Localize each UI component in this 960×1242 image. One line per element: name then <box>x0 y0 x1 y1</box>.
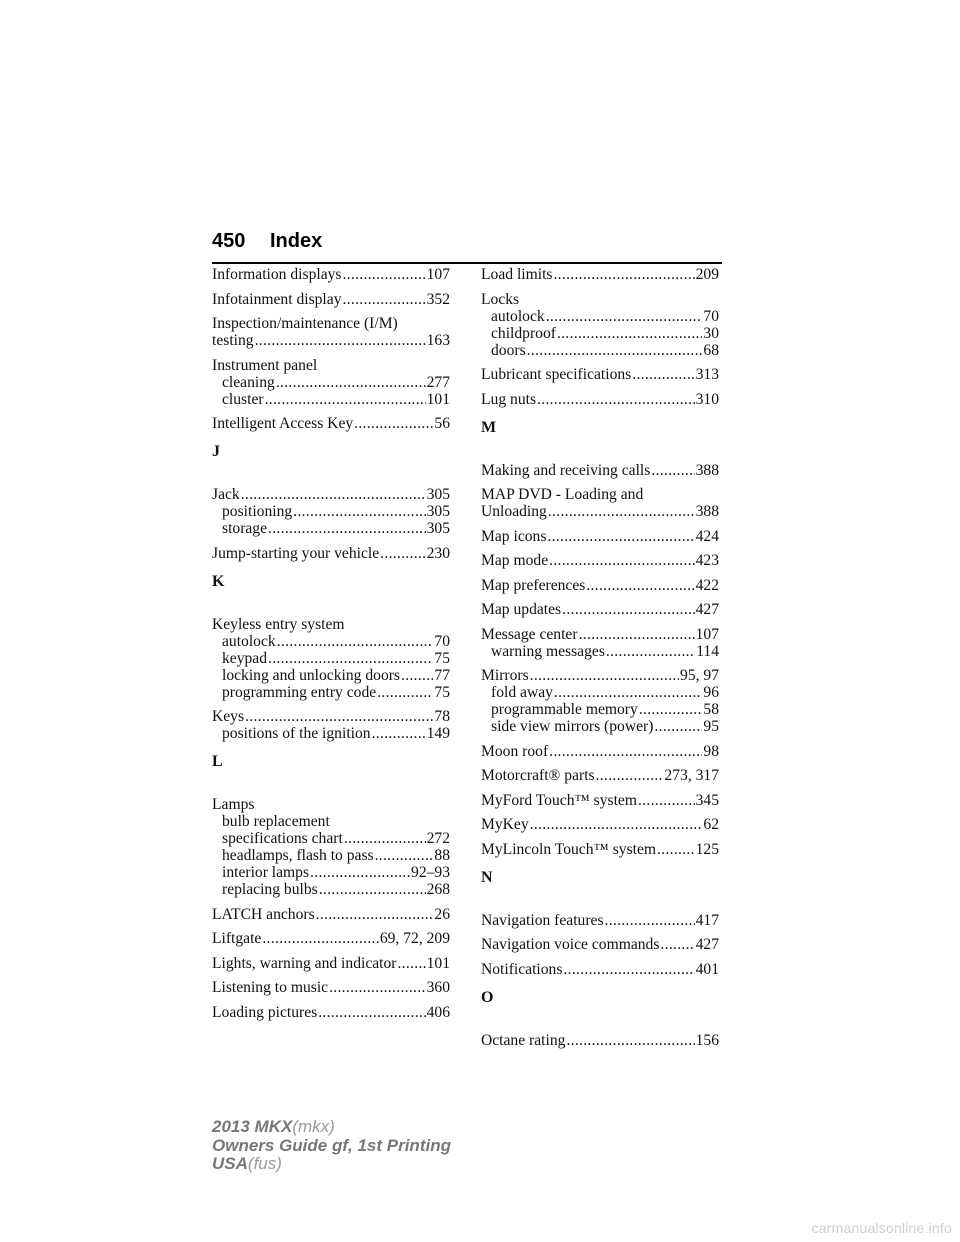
entry-term: Unloading <box>481 503 547 520</box>
index-entry-line[interactable] <box>212 415 450 432</box>
index-entry <box>481 912 719 929</box>
entry-term: Map preferences <box>481 576 586 594</box>
index-entry <box>481 528 719 545</box>
index-entry <box>481 577 719 594</box>
entry-term: cleaning <box>222 373 275 391</box>
entry-term: Load limits <box>481 266 553 283</box>
dot-leader <box>344 830 426 847</box>
entry-page-ref[interactable]: 95 <box>703 718 719 735</box>
index-section-letter: O <box>481 988 494 1006</box>
index-subentry[interactable] <box>212 650 450 667</box>
index-entry-line[interactable] <box>481 936 719 953</box>
index-subentry[interactable] <box>212 503 450 520</box>
entry-page-ref[interactable]: 95, 97 <box>680 667 719 684</box>
index-entry <box>481 486 719 520</box>
entry-page-ref[interactable]: 352 <box>426 290 450 308</box>
index-entry-line[interactable] <box>212 979 450 996</box>
entry-term: autolock <box>491 307 545 325</box>
dot-leader <box>553 266 694 283</box>
entry-term: Listening to music <box>212 979 329 996</box>
entry-term: autolock <box>222 632 276 650</box>
dot-leader <box>268 650 433 667</box>
entry-term: Jump-starting your vehicle <box>212 544 380 562</box>
entry-page-ref[interactable]: 56 <box>434 415 450 432</box>
dot-leader <box>660 936 694 953</box>
entry-page-ref[interactable]: 273, 317 <box>664 767 719 784</box>
entry-page-ref[interactable]: 75 <box>434 649 450 667</box>
index-entry-line[interactable] <box>481 462 719 479</box>
index-entry <box>481 743 719 760</box>
index-entry <box>481 841 719 858</box>
entry-term: Lights, warning and indicator <box>212 954 397 972</box>
index-subentry[interactable] <box>212 374 450 391</box>
entry-term: Keys <box>212 708 245 725</box>
entry-term: locking and unlocking doors <box>222 666 401 684</box>
index-subentry[interactable] <box>212 684 450 701</box>
dot-leader <box>579 626 695 643</box>
page-footer <box>212 1118 451 1174</box>
dot-leader <box>605 912 695 929</box>
index-entry-line[interactable] <box>481 1032 719 1049</box>
entry-page-ref[interactable]: 360 <box>426 979 450 996</box>
footer-model-line <box>212 1118 451 1137</box>
index-entry-line[interactable] <box>212 906 450 923</box>
dot-leader <box>554 684 702 701</box>
index-subentry[interactable] <box>212 520 450 537</box>
dot-leader <box>329 979 426 996</box>
index-subentry[interactable] <box>212 864 450 881</box>
index-heading: Keyless entry system <box>212 615 345 633</box>
entry-term: Navigation voice commands <box>481 936 660 953</box>
dot-leader <box>319 881 426 898</box>
entry-term: Notifications <box>481 960 563 978</box>
dot-leader <box>277 633 434 650</box>
entry-page-ref[interactable]: 422 <box>695 576 719 594</box>
index-entry <box>212 486 450 537</box>
index-entry-line[interactable] <box>481 266 719 283</box>
dot-leader <box>354 415 433 432</box>
index-entry-line[interactable] <box>212 708 450 725</box>
index-entry-line[interactable] <box>212 1004 450 1021</box>
entry-term: MyFord Touch™ system <box>481 791 637 809</box>
index-entry-line[interactable] <box>481 961 719 978</box>
index-entry <box>212 291 450 308</box>
index-entry <box>481 936 719 953</box>
index-entry-line[interactable] <box>481 912 719 929</box>
index-entry <box>481 626 719 660</box>
index-entry <box>212 415 450 432</box>
entry-page-ref[interactable]: 114 <box>696 642 719 660</box>
entry-term: keypad <box>222 649 268 667</box>
dot-leader <box>262 930 378 947</box>
index-section-letter: M <box>481 418 497 436</box>
index-heading: MAP DVD - Loading and <box>481 486 644 503</box>
page-header <box>212 230 722 264</box>
index-entry-line[interactable] <box>481 767 719 784</box>
index-subentry[interactable] <box>481 701 719 718</box>
entry-term: testing <box>212 332 254 349</box>
entry-term: warning messages <box>491 642 605 660</box>
index-entry <box>481 462 719 479</box>
index-entry-line[interactable] <box>212 955 450 972</box>
dot-leader <box>380 545 425 562</box>
dot-leader <box>397 955 425 972</box>
index-subentry[interactable] <box>212 633 450 650</box>
dot-leader <box>401 667 433 684</box>
entry-term: Octane rating <box>481 1031 566 1049</box>
index-entry-line[interactable] <box>481 577 719 594</box>
page-title: Index <box>270 230 323 252</box>
entry-page-ref[interactable]: 423 <box>695 552 719 569</box>
entry-term: cluster <box>222 390 264 408</box>
dot-leader <box>546 308 703 325</box>
index-entry <box>212 906 450 923</box>
dot-leader <box>563 961 694 978</box>
dot-leader <box>562 601 694 618</box>
entry-page-ref[interactable]: 424 <box>695 527 719 545</box>
footer-guide: Owners Guide gf, 1st Printing <box>212 1135 451 1155</box>
entry-term: Map icons <box>481 527 547 545</box>
index-entry-line[interactable] <box>212 486 450 503</box>
entry-term: headlamps, flash to pass <box>222 847 374 864</box>
index-entry <box>212 315 450 349</box>
entry-page-ref[interactable]: 305 <box>426 486 450 503</box>
dot-leader <box>310 864 410 881</box>
entry-page-ref[interactable]: 149 <box>426 725 450 742</box>
entry-term: Intelligent Access Key <box>212 415 354 432</box>
index-section-letter: J <box>212 443 220 460</box>
dot-leader <box>245 708 433 725</box>
footer-region: USA <box>212 1154 248 1173</box>
index-entry <box>212 545 450 562</box>
dot-leader <box>632 366 694 383</box>
entry-term: Infotainment display <box>212 290 342 308</box>
entry-page-ref[interactable]: 209 <box>695 266 719 283</box>
index-entry <box>212 796 450 898</box>
entry-term: side view mirrors (power) <box>491 718 654 735</box>
dot-leader <box>537 391 695 408</box>
entry-term: Mirrors <box>481 667 529 684</box>
index-section-letter: K <box>212 572 225 590</box>
index-entry <box>481 767 719 784</box>
index-entry <box>212 1004 450 1021</box>
index-entry <box>212 266 450 283</box>
entry-term: Motorcraft® parts <box>481 767 595 784</box>
entry-page-ref[interactable]: 92–93 <box>411 864 450 881</box>
entry-page-ref[interactable]: 68 <box>703 341 719 359</box>
index-subentry[interactable] <box>481 643 719 660</box>
entry-term: fold away <box>491 684 553 701</box>
index-entry-line[interactable] <box>481 503 719 520</box>
entry-term: specifications chart <box>222 830 343 847</box>
index-heading: Instrument panel <box>212 356 318 374</box>
entry-page-ref[interactable]: 417 <box>695 911 719 929</box>
footer-region-code: (fus) <box>247 1154 282 1173</box>
entry-term: Information displays <box>212 266 342 283</box>
index-entry <box>481 552 719 569</box>
dot-leader <box>293 503 425 520</box>
entry-page-ref[interactable]: 26 <box>434 905 450 923</box>
index-entry <box>481 816 719 833</box>
entry-term: storage <box>222 520 268 537</box>
entry-page-ref[interactable]: 77 <box>434 666 450 684</box>
entry-term: Jack <box>212 486 240 503</box>
dot-leader <box>596 767 664 784</box>
index-entry <box>481 266 719 283</box>
dot-leader <box>606 643 695 660</box>
dot-leader <box>343 291 426 308</box>
index-heading: Locks <box>481 290 520 308</box>
entry-page-ref[interactable]: 75 <box>434 683 450 701</box>
dot-leader <box>657 841 695 858</box>
entry-page-ref[interactable]: 305 <box>426 520 450 537</box>
entry-page-ref[interactable]: 427 <box>695 936 719 953</box>
entry-page-ref[interactable]: 313 <box>695 366 719 383</box>
entry-term: Lug nuts <box>481 390 537 408</box>
footer-model-code: (mkx) <box>292 1117 335 1136</box>
index-entry-line[interactable] <box>481 792 719 809</box>
index-entry <box>481 391 719 408</box>
index-entry-line[interactable] <box>481 743 719 760</box>
index-entry <box>481 366 719 383</box>
index-entry <box>481 961 719 978</box>
dot-leader <box>268 520 426 537</box>
entry-page-ref[interactable]: 98 <box>703 742 719 760</box>
entry-term: Map updates <box>481 601 562 618</box>
dot-leader <box>316 906 434 923</box>
entry-term: positioning <box>222 503 293 520</box>
index-entry-line[interactable] <box>481 552 719 569</box>
entry-page-ref[interactable]: 156 <box>695 1031 719 1049</box>
entry-page-ref[interactable]: 30 <box>703 324 719 342</box>
dot-leader <box>651 462 694 479</box>
dot-leader <box>549 552 694 569</box>
page-number: 450 <box>212 230 246 252</box>
entry-page-ref[interactable]: 107 <box>695 625 719 643</box>
dot-leader <box>654 718 702 735</box>
entry-term: programmable memory <box>491 701 638 718</box>
entry-term: Map mode <box>481 552 549 569</box>
entry-page-ref[interactable]: 88 <box>434 847 450 864</box>
index-subentry[interactable] <box>481 718 719 735</box>
index-subentry[interactable] <box>212 667 450 684</box>
index-entry-line[interactable] <box>481 391 719 408</box>
dot-leader <box>566 1032 694 1049</box>
dot-leader <box>557 325 702 342</box>
index-entry <box>481 667 719 735</box>
index-heading: Inspection/maintenance (I/M) <box>212 315 398 332</box>
index-entry-line[interactable] <box>481 601 719 618</box>
index-entry <box>481 1032 719 1049</box>
index-section-letter: N <box>481 868 493 886</box>
index-entry <box>212 616 450 701</box>
dot-leader <box>318 1004 425 1021</box>
entry-term: MyLincoln Touch™ system <box>481 840 657 858</box>
index-entry <box>481 792 719 809</box>
entry-page-ref[interactable]: 101 <box>426 954 450 972</box>
entry-page-ref[interactable]: 78 <box>434 708 450 725</box>
dot-leader <box>377 684 433 701</box>
entry-page-ref[interactable]: 70 <box>434 632 450 650</box>
index-section-letter: L <box>212 753 223 770</box>
index-entry-line[interactable] <box>212 266 450 283</box>
entry-term: Moon roof <box>481 742 549 760</box>
index-entry <box>481 601 719 618</box>
entry-term: Message center <box>481 625 578 643</box>
index-entry-line[interactable] <box>212 545 450 562</box>
index-subentry[interactable] <box>212 881 450 898</box>
entry-page-ref[interactable]: 70 <box>703 307 719 325</box>
entry-term: replacing bulbs <box>222 881 318 898</box>
entry-page-ref[interactable]: 107 <box>426 266 450 283</box>
index-subentry[interactable] <box>212 847 450 864</box>
dot-leader <box>530 816 703 833</box>
index-entry-line[interactable] <box>212 291 450 308</box>
index-entry-line[interactable] <box>481 626 719 643</box>
entry-term: childproof <box>491 324 556 342</box>
entry-page-ref[interactable]: 163 <box>426 332 450 349</box>
entry-term: Liftgate <box>212 930 262 947</box>
dot-leader <box>372 725 426 742</box>
entry-page-ref[interactable]: 58 <box>703 701 719 718</box>
entry-term: Navigation features <box>481 911 604 929</box>
entry-page-ref[interactable]: 277 <box>426 373 450 391</box>
entry-page-ref[interactable]: 345 <box>695 791 719 809</box>
entry-term: LATCH anchors <box>212 905 315 923</box>
entry-page-ref[interactable]: 305 <box>426 503 450 520</box>
entry-page-ref[interactable]: 310 <box>695 390 719 408</box>
index-entry <box>212 979 450 996</box>
entry-term: Lubricant specifications <box>481 366 632 383</box>
entry-term: interior lamps <box>222 864 310 881</box>
dot-leader <box>639 701 703 718</box>
index-entry-line[interactable] <box>212 930 450 947</box>
dot-leader <box>265 391 426 408</box>
entry-page-ref[interactable]: 69, 72, 209 <box>379 930 450 947</box>
index-entry-line[interactable] <box>481 816 719 833</box>
dot-leader <box>638 792 695 809</box>
index-entry <box>212 357 450 408</box>
index-subentry[interactable] <box>481 325 719 342</box>
index-entry <box>212 930 450 947</box>
entry-page-ref[interactable]: 268 <box>426 881 450 898</box>
entry-page-ref[interactable]: 125 <box>695 840 719 858</box>
entry-page-ref[interactable]: 96 <box>703 684 719 701</box>
entry-page-ref[interactable]: 62 <box>703 816 719 833</box>
dot-leader <box>276 374 426 391</box>
dot-leader <box>375 847 434 864</box>
entry-page-ref[interactable]: 101 <box>426 390 450 408</box>
index-subentry[interactable] <box>212 830 450 847</box>
entry-page-ref[interactable]: 406 <box>426 1003 450 1021</box>
index-column-left <box>212 266 450 1028</box>
dot-leader <box>241 486 426 503</box>
entry-page-ref[interactable]: 272 <box>426 830 450 847</box>
footer-region-line <box>212 1155 451 1174</box>
watermark: carmanualsonline.info <box>811 1220 952 1236</box>
entry-term: MyKey <box>481 816 529 833</box>
dot-leader <box>530 667 679 684</box>
footer-model: 2013 MKX <box>212 1117 293 1136</box>
index-subentry[interactable] <box>212 725 450 742</box>
entry-page-ref[interactable]: 388 <box>695 461 719 479</box>
dot-leader <box>586 577 694 594</box>
entry-term: positions of the ignition <box>222 725 371 742</box>
dot-leader <box>527 342 703 359</box>
index-subentry[interactable] <box>481 684 719 701</box>
entry-page-ref[interactable]: 230 <box>426 544 450 562</box>
index-entry-line[interactable] <box>481 366 719 383</box>
index-entry-line[interactable] <box>212 332 450 349</box>
entry-term: doors <box>491 341 526 359</box>
index-heading: Lamps <box>212 796 255 813</box>
entry-page-ref[interactable]: 388 <box>695 503 719 520</box>
index-entry <box>212 955 450 972</box>
dot-leader <box>547 528 694 545</box>
entry-page-ref[interactable]: 427 <box>695 601 719 618</box>
index-entry <box>212 708 450 742</box>
dot-leader <box>255 332 426 349</box>
entry-term: Loading pictures <box>212 1003 318 1021</box>
index-column-right <box>481 266 719 1056</box>
dot-leader <box>548 503 695 520</box>
index-entry-line[interactable] <box>481 528 719 545</box>
entry-page-ref[interactable]: 401 <box>695 960 719 978</box>
index-subentry[interactable] <box>212 391 450 408</box>
index-entry-line[interactable] <box>481 841 719 858</box>
index-subheading: bulb replacement <box>222 813 330 830</box>
index-subentry[interactable] <box>481 308 719 325</box>
entry-term: programming entry code <box>222 683 377 701</box>
index-subentry[interactable] <box>481 342 719 359</box>
index-entry <box>481 291 719 359</box>
dot-leader <box>343 266 426 283</box>
dot-leader <box>549 743 702 760</box>
entry-term: Making and receiving calls <box>481 461 651 479</box>
index-entry-line[interactable] <box>481 667 719 684</box>
